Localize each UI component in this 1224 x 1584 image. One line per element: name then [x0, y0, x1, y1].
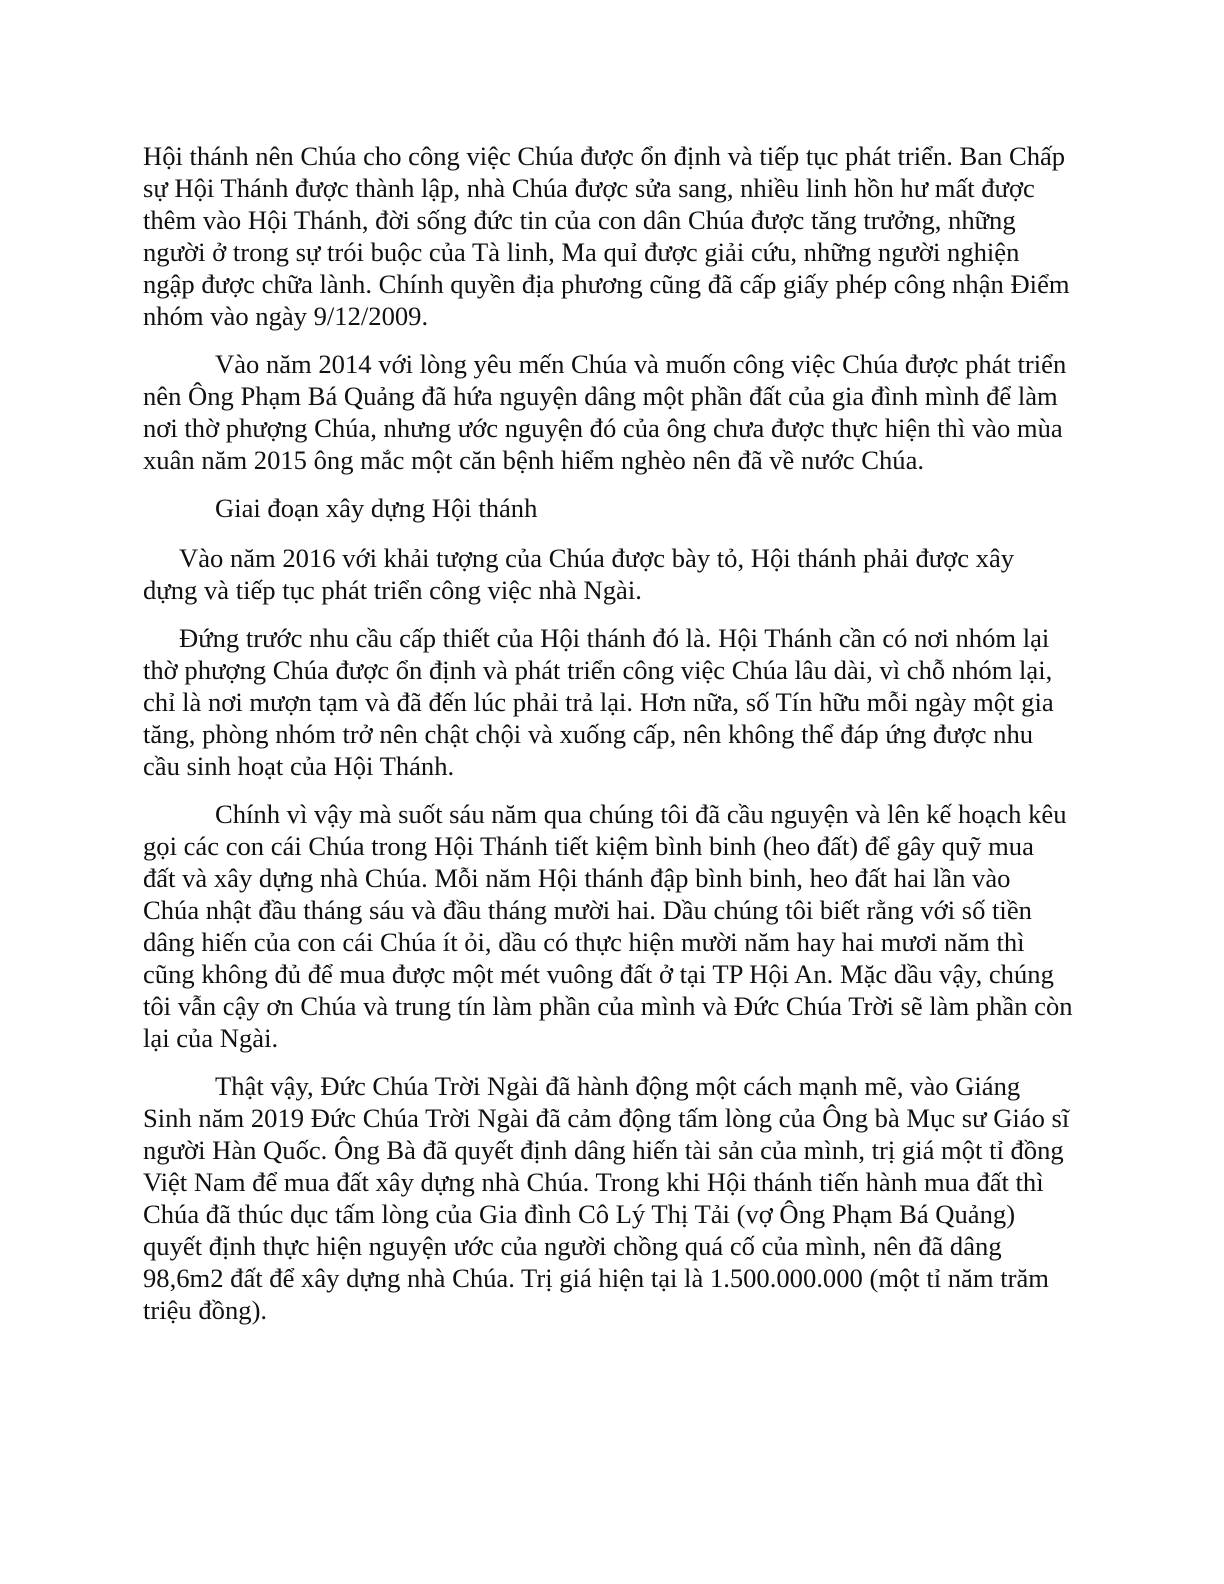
section-heading-construction: Giai đoạn xây dựng Hội thánh: [215, 493, 538, 523]
paragraph-vision-2016: Vào năm 2016 với khải tượng của Chúa được bày tỏ, Hội thánh phải được xây dựng và tiếp tục phát triển công việc nhà Ngài.: [143, 543, 1015, 605]
paragraph-church-growth: Hội thánh nên Chúa cho công việc Chúa được ổn định và tiếp tục phát triển. Ban Chấp sự Hội Thánh được thành lập, nhà Chúa được sửa sang, nhiều linh hồn hư mất được thêm vào Hội Thánh, đời sống đức tin của con dân Chúa được tăng trưởng, những người ở trong sự trói buộc của Tà linh, Ma quỉ được giải cứu, những người nghiện ngập được chữa lành. Chính quyền địa phương cũng đã cấp giấy phép công nhận Điểm nhóm vào ngày 9/12/2009.: [143, 141, 1070, 331]
paragraph-donation-2019: Thật vậy, Đức Chúa Trời Ngài đã hành động một cách mạnh mẽ, vào Giáng Sinh năm 2019 Đức Chúa Trời Ngài đã cảm động tấm lòng của Ông bà Mục sư Giáo sĩ người Hàn Quốc. Ông Bà đã quyết định dâng hiến tài sản của mình, trị giá một tỉ đồng Việt Nam để mua đất xây dựng nhà Chúa. Trong khi Hội thánh tiến hành mua đất thì Chúa đã thúc dục tấm lòng của Gia đình Cô Lý Thị Tải (vợ Ông Phạm Bá Quảng) quyết định thực hiện nguyện ước của người chồng quá cố của mình, nên đã dâng 98,6m2 đất để xây dựng nhà Chúa. Trị giá hiện tại là 1.500.000.000 (một tỉ năm trăm triệu đồng).: [143, 1071, 1070, 1325]
paragraph-urgent-need: Đứng trước nhu cầu cấp thiết của Hội thánh đó là. Hội Thánh cần có nơi nhóm lại thờ phượng Chúa được ổn định và phát triển công việc Chúa lâu dài, vì chỗ nhóm lại, chỉ là nơi mượn tạm và đã đến lúc phải trả lại. Hơn nữa, số Tín hữu mỗi ngày một gia tăng, phòng nhóm trở nên chật chội và xuống cấp, nên không thể đáp ứng được nhu cầu sinh hoạt của Hội Thánh.: [143, 623, 1054, 781]
document-body: [143, 140, 1073, 1342]
paragraph-fundraising: Chính vì vậy mà suốt sáu năm qua chúng tôi đã cầu nguyện và lên kế hoạch kêu gọi các con cái Chúa trong Hội Thánh tiết kiệm bình binh (heo đất) để gây quỹ mua đất và xây dựng nhà Chúa. Mỗi năm Hội thánh đập bình binh, heo đất hai lần vào Chúa nhật đầu tháng sáu và đầu tháng mười hai. Dầu chúng tôi biết rằng với số tiền dâng hiến của con cái Chúa ít ỏi, dầu có thực hiện mười năm hay hai mươi năm thì cũng không đủ để mua được một mét vuông đất ở tại TP Hội An. Mặc dầu vậy, chúng tôi vẫn cậy ơn Chúa và trung tín làm phần của mình và Đức Chúa Trời sẽ làm phần còn lại của Ngài.: [143, 799, 1073, 1053]
paragraph-land-vow-2014: Vào năm 2014 với lòng yêu mến Chúa và muốn công việc Chúa được phát triển nên Ông Phạm Bá Quảng đã hứa nguyện dâng một phần đất của gia đình mình để làm nơi thờ phượng Chúa, nhưng ước nguyện đó của ông chưa được thực hiện thì vào mùa xuân năm 2015 ông mắc một căn bệnh hiểm nghèo nên đã về nước Chúa.: [143, 349, 1067, 475]
